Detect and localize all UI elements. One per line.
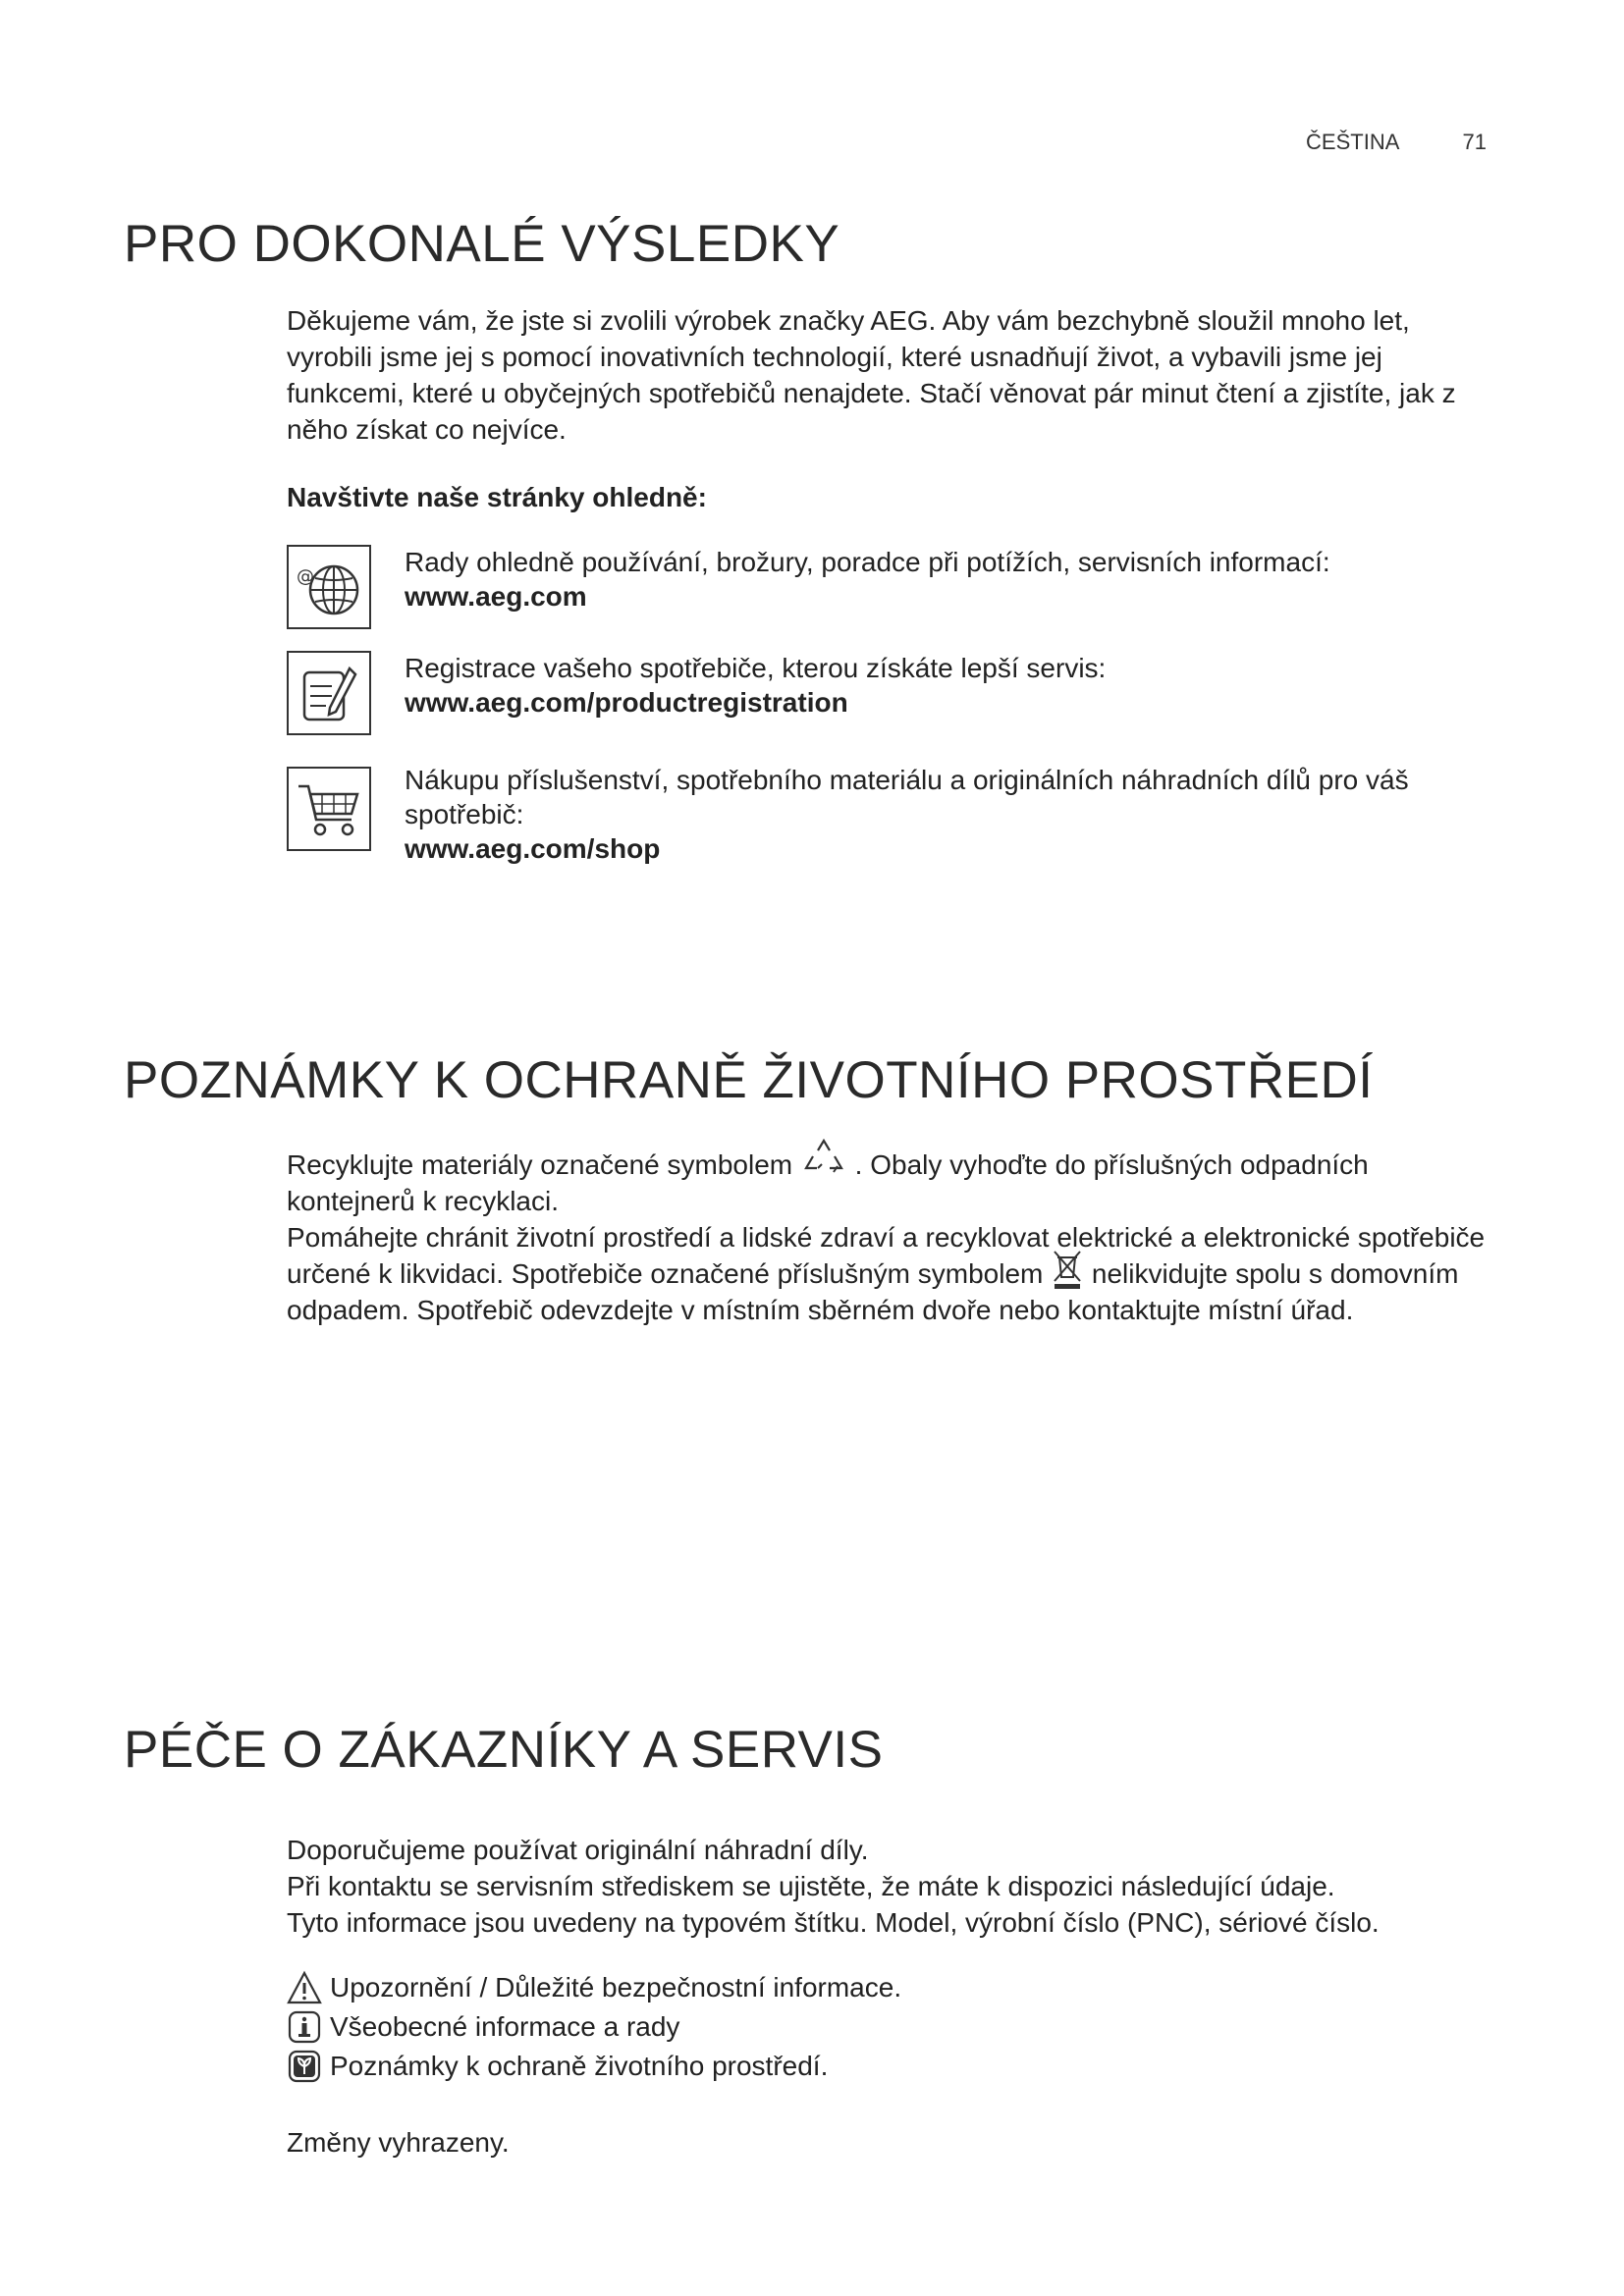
registration-form-icon — [287, 651, 371, 735]
info-icon — [287, 2009, 322, 2045]
intro-text: Děkujeme vám, že jste si zvolili výrobek značky AEG. Aby vám bezchybně sloužil mnoho let, vyrobili jsme jej s pomocí inovativních technologií, které usnadňují život, a vybavili jsme jej funkcemi, které u obyčejných spotřebičů nenajdete. Stačí věnovat pár minut čtení a zjistíte, jak z něho získat co nejvíce. — [287, 305, 1456, 445]
section-title-environment: POZNÁMKY K OCHRANĚ ŽIVOTNÍHO PROSTŘEDÍ — [124, 1051, 1374, 1109]
symbol-legend — [287, 1969, 1494, 2087]
environment-icon — [287, 2049, 322, 2084]
page-number: 71 — [1462, 130, 1487, 154]
shopping-cart-icon — [287, 767, 371, 851]
link-description: Registrace vašeho spotřebiče, kterou získáte lepší servis: — [405, 653, 1107, 683]
section-title-results: PRO DOKONALÉ VÝSLEDKY — [124, 215, 840, 273]
crossed-bin-icon — [1051, 1248, 1084, 1291]
service-text — [287, 1832, 1494, 1941]
svg-text:@: @ — [297, 566, 314, 587]
recycle-paragraph: Recyklujte materiály označené symbolem . Obaly vyhoďte do příslušných odpadních kontejnerů k recyklaci. — [287, 1147, 1494, 1219]
language-label: ČEŠTINA — [1306, 130, 1400, 154]
intro-paragraph — [287, 302, 1494, 448]
link-description: Rady ohledně používání, brožury, poradce při potížích, servisních informací: — [405, 547, 1330, 577]
web-globe-icon — [287, 545, 371, 629]
link-url-shop[interactable]: www.aeg.com/shop — [405, 833, 661, 864]
legend-item-info: Všeobecné informace a rady — [287, 2008, 1494, 2046]
service-line: Tyto informace jsou uvedeny na typovém štítku. Model, výrobní číslo (PNC), sériové číslo. — [287, 1907, 1380, 1938]
link-description: Nákupu příslušenství, spotřebního materiálu a originálních náhradních dílů pro váš spotřebič: — [405, 765, 1409, 829]
legend-item-warning: Upozornění / Důležité bezpečnostní informace. — [287, 1969, 1494, 2006]
legend-item-environment: Poznámky k ochraně životního prostředí. — [287, 2048, 1494, 2085]
page-header — [1306, 130, 1487, 155]
link-url-web[interactable]: www.aeg.com — [405, 581, 587, 612]
visit-heading: Navštivte naše stránky ohledně: — [287, 482, 707, 512]
recycle-icon — [800, 1137, 847, 1180]
service-line: Při kontaktu se servisním střediskem se ujistěte, že máte k dispozici následující údaje. — [287, 1871, 1335, 1901]
section-title-service: PÉČE O ZÁKAZNÍKY A SERVIS — [124, 1721, 884, 1779]
environment-text — [287, 1147, 1494, 1328]
weee-paragraph: Pomáhejte chránit životní prostředí a lidské zdraví a recyklovat elektrické a elektronické spotřebiče určené k likvidaci. Spotřebiče označené příslušným symbolem nelikvidujte spolu s domovním odpadem. Spotřebič odevzdejte v místním sběrném dvoře nebo kontaktujte místní úřad. — [287, 1222, 1486, 1325]
warning-triangle-icon — [287, 1970, 322, 2005]
link-url-registration[interactable]: www.aeg.com/productregistration — [405, 687, 848, 718]
service-line: Doporučujeme používat originální náhradní díly. — [287, 1835, 869, 1865]
footer-note: Změny vyhrazeny. — [287, 2127, 510, 2158]
